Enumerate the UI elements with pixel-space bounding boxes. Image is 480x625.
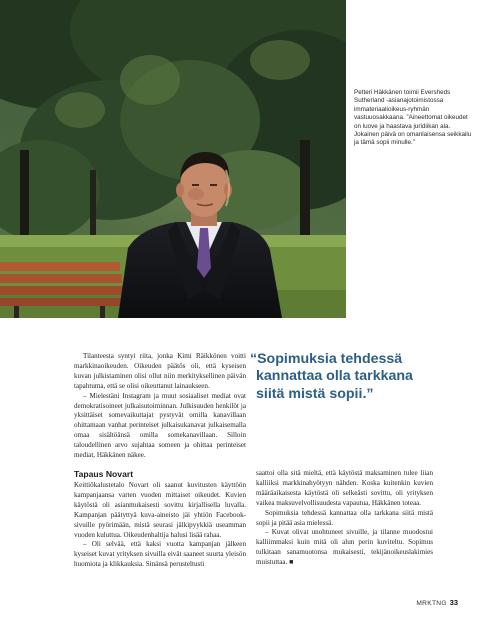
pull-quote-line: “Sopimuksia tehdessä: [250, 351, 403, 367]
portrait-photo: [0, 0, 346, 318]
park-portrait-illustration: [0, 0, 346, 318]
article-column-left: [74, 469, 246, 570]
article-column-intro: [74, 352, 246, 461]
paragraph: Tilanteesta syntyi riita, jonka Kimi Räikkönen voitti markkinaoikeuden. Oikeuden päätös oli, että kyseisen kuvan julkistaminen olisi ollut niin merkityksellinen päivän tapahtuma, että se olisi oikeuttanut lainaukseen.: [74, 352, 246, 390]
pull-quote-line: kannattaa olla tarkkana: [256, 368, 413, 385]
paragraph: Keittiökalustetalo Novart oli saanut kuvitusten käyttöön kampanjaansa varten vuoden mittaiset oikeudet. Kuvien käytöstä oli asianmukaisesti sovittu kirjallisella luvalla. Kampanjan päätyttyä kuva-aineisto jäi yhtiön Facebook-sivuille pyörimään, mistä seurasi jälkipyykkiä useamman vuoden kuluttua. Oikeudenhaltija halusi lisää rahaa.: [74, 481, 246, 539]
paragraph: – Oli selvää, että kaksi vuotta kampanjan jälkeen kyseiset kuvat yrityksen sivuilla eivät saaneet suurta yleisön huomiota ja klikkauksia. Sinänsä perusteltusti: [74, 540, 246, 569]
pull-quote-line: siitä mistä sopii.”: [256, 385, 374, 402]
page-number: 33: [449, 598, 458, 607]
pull-quote: [250, 351, 450, 403]
paragraph: Sopimuksia tehdessä kannattaa olla tarkkana siitä mistä sopii ja pitää asia mielessä.: [256, 508, 433, 527]
article-column-right: [256, 469, 433, 568]
section-subheading: Tapaus Novart: [74, 469, 134, 479]
magazine-name: MRKTNG: [416, 600, 447, 607]
paragraph: – Kuvat olivat unohtuneet sivuille, ja tilanne muodostui kalliimmaksi kuin mitä oli alun perin kuviteltu. Sopimus tulkitaan sanamuotonsa mukaisesti, tekijänoikeuslakimies muistuttaa. ■: [256, 528, 433, 567]
page-footer: [416, 598, 458, 607]
photo-caption: Petteri Häkkänen toimii Eversheds Sutherland -asianajotoimistossa immateriaalioikeus-ryhmän vastuuosakkaana. ”Aineettomat oikeudet on luove ja haastava juridiikan ala. Jokainen päivä on omanlaisensa seikkailu ja tämä sopii minulle.”: [354, 89, 472, 147]
paragraph: saattoi olla sitä mieltä, että käytöstä maksaminen tulee liian kalliiksi markkinahyötyyn nähden. Koska kuitenkin kuvien määräaikaisesta käytöstä oli selkeästi sovittu, oli yrityksen vaikea maksuvelvollisuudesta vapautua, Häkkänen toteaa.: [256, 469, 433, 507]
paragraph: – Mielestäni Instagram ja muut sosiaaliset mediat ovat demokratisoineet julkaisutoiminnan. Julkisuuden henkilöt ja yksittäiset somevaikuttajat pystyvät omilla kanavillaan ohittamaan vanhat perinteiset julkaisukanavat julkaisemalla omaa sisältöänsä omilla somekanavillaan. Silloin taloudellinen arvo sujahtaa someen ja ohittaa perinteiset mediat, Häkkänen näkee.: [74, 391, 246, 460]
